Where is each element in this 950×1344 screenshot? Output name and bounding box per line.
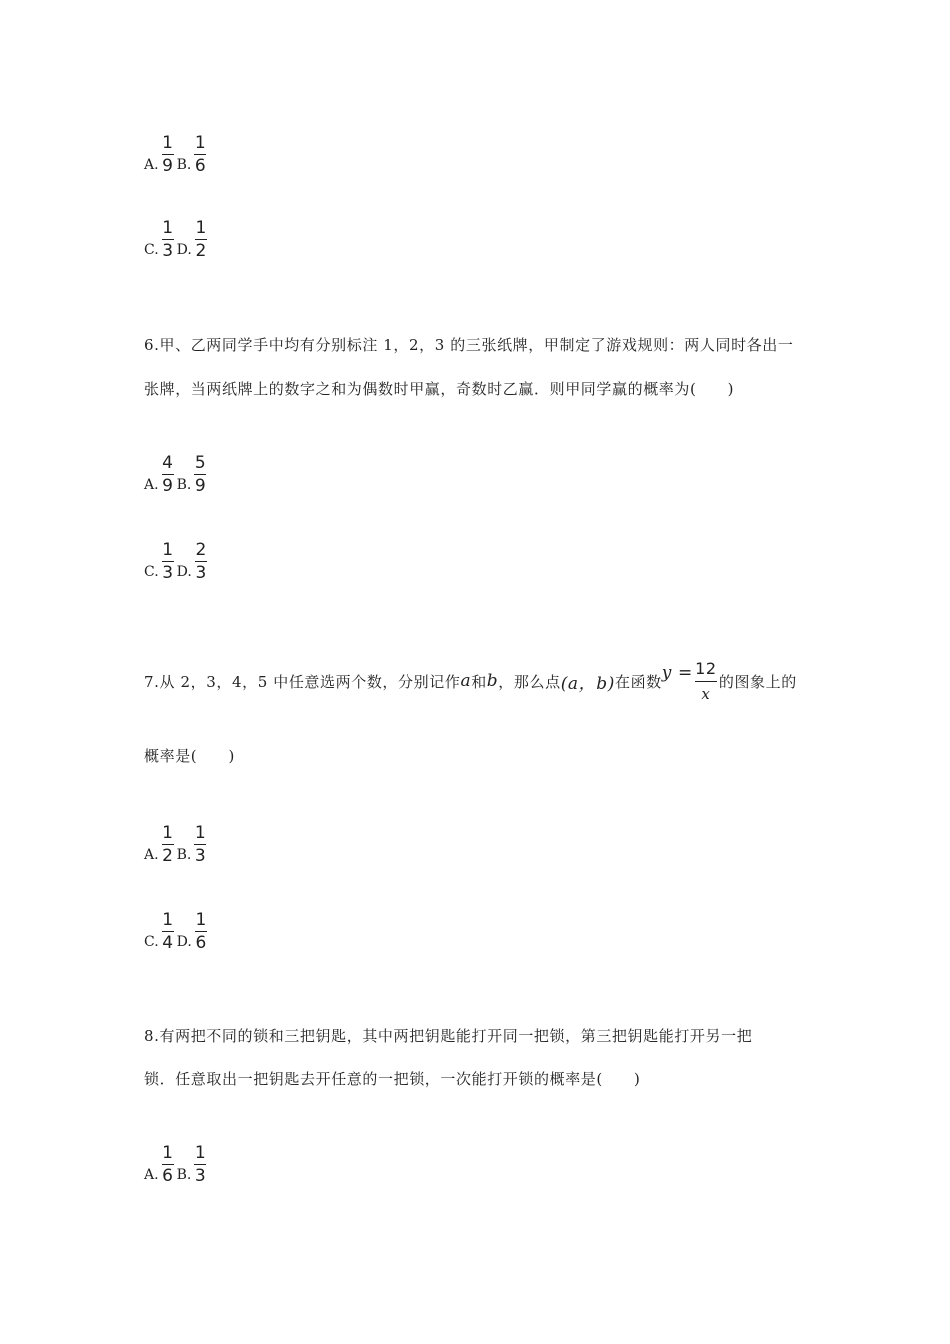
option-b-label: B. [176,1167,192,1183]
option-c-fraction: $\frac{1}{3}$ [162,218,174,261]
q7-line1-mid: ，那么点 [498,672,561,691]
q7-question-line-1 [144,656,797,706]
q6-question-line-2: 张牌，当两纸牌上的数字之和为偶数时甲赢，奇数时乙赢．则甲同学赢的概率为( ) [144,380,735,398]
option-a-fraction: $\frac{1}{6}$ [162,1143,173,1186]
option-c-label: C. [144,934,159,950]
q6-options-row-2 [144,532,210,582]
q7-line1-prefix: 7.从 2，3，4，5 中任意选两个数，分别记作 [144,672,461,691]
q7-question-line-2: 概率是( ) [144,747,235,765]
option-a-label: A. [144,477,159,493]
q5-options-row-1 [144,125,209,175]
option-b-label: B. [176,157,192,173]
function-fraction: 12 x [695,658,717,703]
option-c-fraction: $\frac{1}{3}$ [162,540,174,583]
option-c-fraction: $\frac{1}{4}$ [162,910,174,953]
q8-question-line-1: 8.有两把不同的锁和三把钥匙，其中两把钥匙能打开同一把锁，第三把钥匙能打开另一把 [144,1027,753,1045]
q6-question-line-1: 6.甲、乙两同学手中均有分别标注 1，2，3 的三张纸牌，甲制定了游戏规则：两人同时各出一 [144,336,794,354]
q7-and: 和 [471,672,487,691]
option-b-fraction: $\frac{1}{3}$ [194,1143,206,1186]
variable-b: b [486,671,499,691]
function-y: y = [661,663,693,683]
q7-options-row-2 [144,902,210,952]
option-b-fraction: $\frac{5}{9}$ [194,453,206,496]
option-b-label: B. [176,847,192,863]
q6-options-row-1 [144,445,209,495]
option-c-label: C. [144,242,159,258]
q7-options-row-1 [144,815,209,865]
option-d-label: D. [176,242,192,258]
point-ab: (a，b) [560,673,615,694]
option-a-label: A. [144,847,159,863]
option-a-label: A. [144,157,159,173]
option-a-fraction: $\frac{1}{9}$ [162,133,173,176]
option-a-fraction: $\frac{4}{9}$ [162,453,173,496]
option-d-label: D. [176,564,192,580]
variable-a: a [460,671,472,691]
q7-line1-func: 在函数 [614,672,662,691]
option-a-fraction: $\frac{1}{2}$ [162,823,173,866]
option-d-fraction: $\frac{2}{3}$ [195,540,207,583]
option-a-label: A. [144,1167,159,1183]
option-d-label: D. [176,934,192,950]
option-d-fraction: $\frac{1}{6}$ [195,910,207,953]
q7-line1-post: 的图象上的 [718,672,797,691]
option-c-label: C. [144,564,159,580]
q8-question-line-2: 锁．任意取出一把钥匙去开任意的一把锁，一次能打开锁的概率是( ) [144,1070,641,1088]
option-b-label: B. [176,477,192,493]
option-d-fraction: $\frac{1}{2}$ [195,218,207,261]
option-b-fraction: $\frac{1}{6}$ [194,133,206,176]
q5-options-row-2 [144,210,210,260]
q8-options-row-1 [144,1135,209,1185]
option-b-fraction: $\frac{1}{3}$ [194,823,206,866]
